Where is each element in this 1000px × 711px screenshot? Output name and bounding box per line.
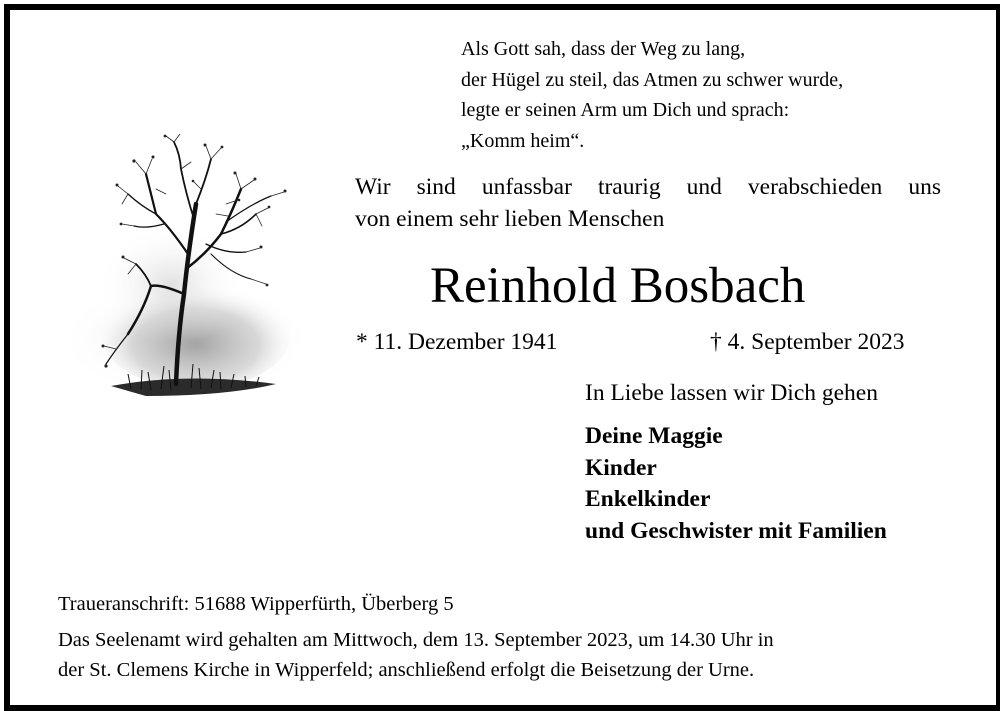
mourner: Deine Maggie — [585, 423, 723, 449]
mourner: Enkelkinder — [585, 486, 711, 512]
poem — [461, 34, 843, 156]
intro-line: von einem sehr lieben Menschen — [355, 206, 665, 232]
mourning-address: Traueranschrift: 51688 Wipperfürth, Überberg 5 — [58, 593, 454, 615]
death-date: † 4. September 2023 — [710, 329, 905, 355]
tree-illustration — [56, 134, 316, 409]
service-line: der St. Clemens Kirche in Wipperfeld; anschließend erfolgt die Beisetzung der Urne. — [58, 659, 755, 681]
poem-line: Als Gott sah, dass der Weg zu lang, — [461, 38, 746, 60]
poem-line: der Hügel zu steil, das Atmen zu schwer wurde, — [461, 68, 844, 91]
mourner: Kinder — [585, 454, 657, 481]
service-info — [58, 625, 774, 685]
farewell-text: In Liebe lassen wir Dich gehen — [585, 380, 878, 406]
birth-date: * 11. Dezember 1941 — [356, 329, 558, 355]
service-line: Das Seelenamt wird gehalten am Mittwoch, dem 13. September 2023, um 14.30 Uhr in — [58, 629, 774, 651]
mourners-list — [585, 421, 887, 547]
mourner: und Geschwister mit Familien — [585, 517, 887, 544]
intro-line: Wir sind unfassbar traurig und verabschieden uns — [355, 174, 941, 200]
poem-line: legte er seinen Arm um Dich und sprach: — [461, 99, 790, 121]
poem-line: „Komm heim“. — [461, 129, 585, 152]
deceased-name: Reinhold Bosbach — [430, 258, 806, 314]
intro-text — [355, 171, 941, 235]
